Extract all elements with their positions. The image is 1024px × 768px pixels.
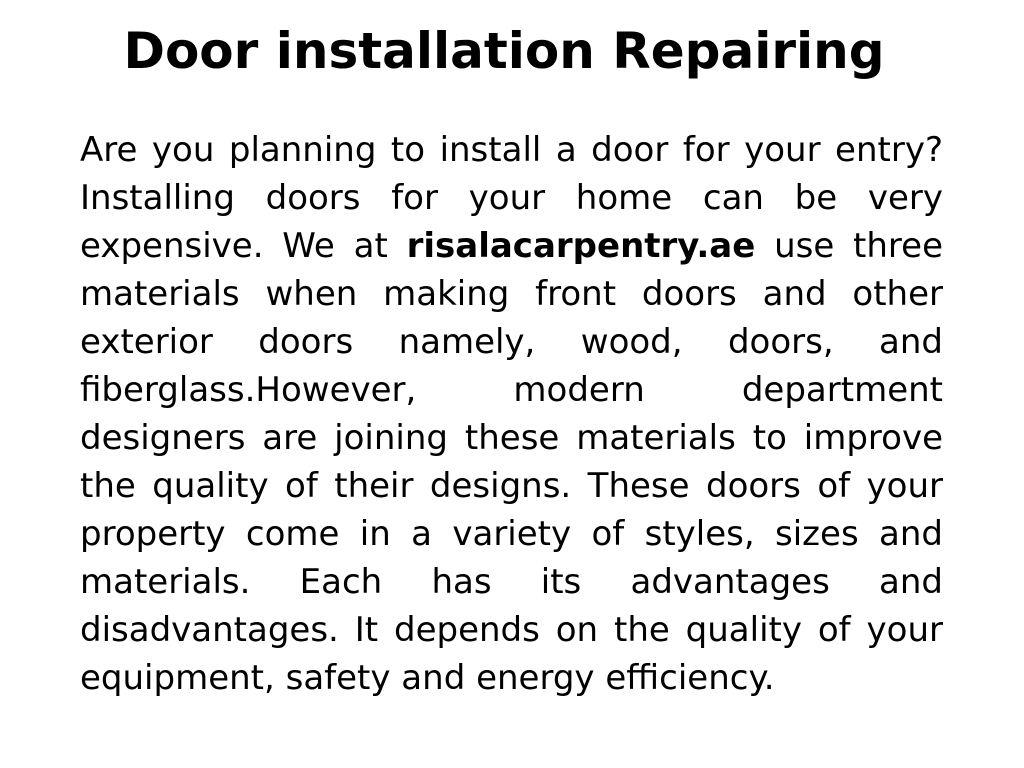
body-paragraph: [80, 126, 943, 702]
page-title: Door installation Repairing: [123, 22, 885, 80]
company-name: risalacarpentry.ae: [406, 226, 756, 266]
paragraph-text-start: Are you planning to install a door for your entry? Installing doors for your home can be very expensive. We at: [80, 130, 943, 266]
paragraph-text-end: use three materials when making front doors and other exterior doors namely, wood, doors, and fiberglass.However, modern department designers are joining these materials to improve the quality of their designs. These doors of your property come in a variety of styles, sizes and materials. Each has its advantages and disadvantages. It depends on the quality of your equipment, safety and energy efficiency.: [80, 226, 943, 698]
